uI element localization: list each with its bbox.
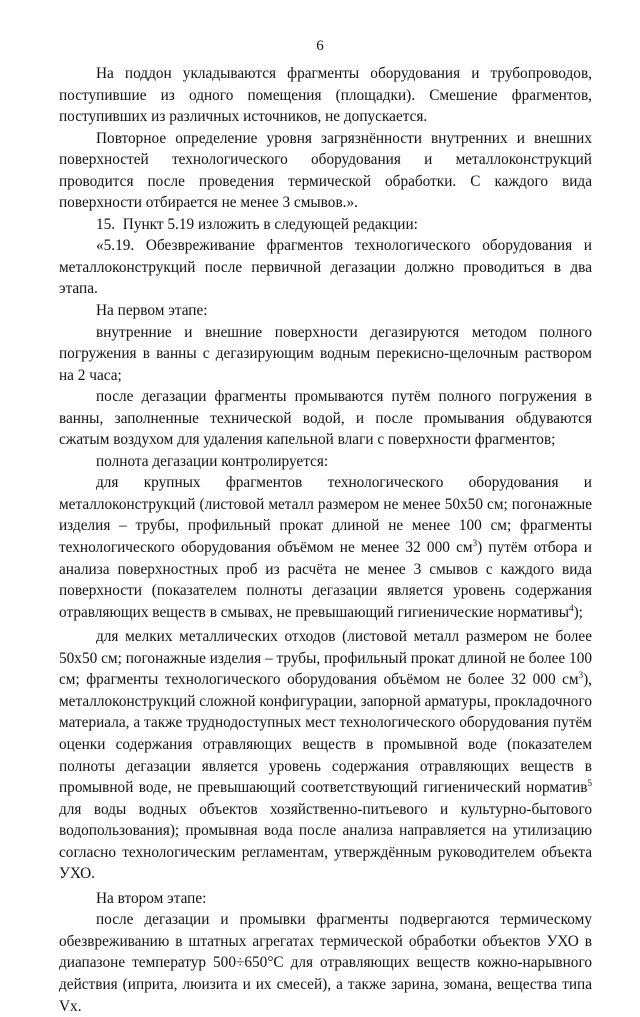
text-run: На поддон укладываются фрагменты оборудования и трубопроводов, поступившие из одного помещения (площадки). Смешение фрагментов, поступивших из различных источников, не допускается. [59,65,592,126]
paragraph-rinsing [59,386,592,451]
text-run: 15. Пункт 5.19 изложить в следующей редакции: [96,215,418,233]
text-run: полнота дегазации контролируется: [96,452,329,470]
paragraph-control [59,451,592,473]
paragraph-item-15 [59,214,592,236]
paragraph-first-stage [59,300,592,322]
paragraph-thermal [59,909,592,1017]
paragraph-large-fragments [59,472,592,623]
paragraph-small-waste [59,626,592,885]
document-body [59,63,592,1017]
text-run: после дегазации фрагменты промываются путём полного погружения в ванны, заполненные технической водой, и после промывания обдуваются сжатым воздухом для удаления капельной влаги с поверхности фрагментов; [59,388,592,449]
text-run: Повторное определение уровня загрязнённости внутренних и внешних поверхностей технологического оборудования и металлоконструкций проводится после проведения термической обработки. С каждого вида поверхности отбирается не менее 3 смывов.». [59,129,592,212]
footnote-ref: 5 [587,777,592,788]
paragraph-pallet [59,63,592,128]
footnote-ref: 3 [472,537,478,548]
text-run: для мелких металлических отходов (листовой металл размером не более 50х50 см; погонажные изделия – трубы, профильный прокат длиной не более 100 см; фрагменты технологического оборудования объёмом не более 32 000 см [59,628,592,689]
paragraph-clause-5-19 [59,235,592,300]
text-run: после дегазации и промывки фрагменты подвергаются термическому обезвреживанию в штатных агрегатах термической обработки объектов УХО в диапазоне температур 500÷650°С для отравляющих веществ кожно-нарывного действия (иприта, люизита и их смесей), а также зарина, зомана, вещества типа Vx. [59,911,592,1015]
text-run: ); [573,603,583,621]
text-run: ), металлоконструкций сложной конфигурации, запорной арматуры, прокладочного материала, а также труднодоступных мест технологического оборудования путём оценки содержания отравляющих веществ в промывной воде (показателем полноты дегазации является уровень содержания отравляющих веществ в промывной воде, не превышающий соответствующий гигиенический норматив [59,671,592,797]
text-run: «5.19. Обезвреживание фрагментов технологического оборудования и металлоконструкций после первичной дегазации должно проводиться в два этапа. [59,237,592,298]
text-run: ) путём отбора и анализа поверхностных проб из расчёта не менее 3 смывов с каждого вида поверхности (показателем полноты дегазации является уровень содержания отравляющих веществ в смывах, не превышающий гигиенические нормативы [59,539,592,621]
paragraph-immersion [59,322,592,387]
footnote-ref: 4 [569,602,574,613]
text-run: На первом этапе: [96,302,208,320]
text-run: для крупных фрагментов технологического оборудования и металлоконструкций (листовой металл размером не менее 50х50 см; погонажные изделия – трубы, профильный прокат длиной не менее 100 см; фрагменты технологического оборудования объёмом не менее 32 000 см [59,474,592,557]
text-run: для воды водных объектов хозяйственно-питьевого и культурно-бытового водопользования); промывная вода после анализа направляется на утилизацию согласно технологическим регламентам, утверждённым руководителем объекта УХО. [59,800,592,883]
text-run: На втором этапе: [96,889,207,907]
page-number: 6 [316,38,324,54]
footnote-ref: 3 [578,670,584,681]
text-run: внутренние и внешние поверхности дегазируются методом полного погружения в ванны с дегазирующим водным перекисно-щелочным раствором на 2 часа; [59,323,592,384]
paragraph-repeat-check [59,128,592,214]
paragraph-second-stage [59,888,592,910]
